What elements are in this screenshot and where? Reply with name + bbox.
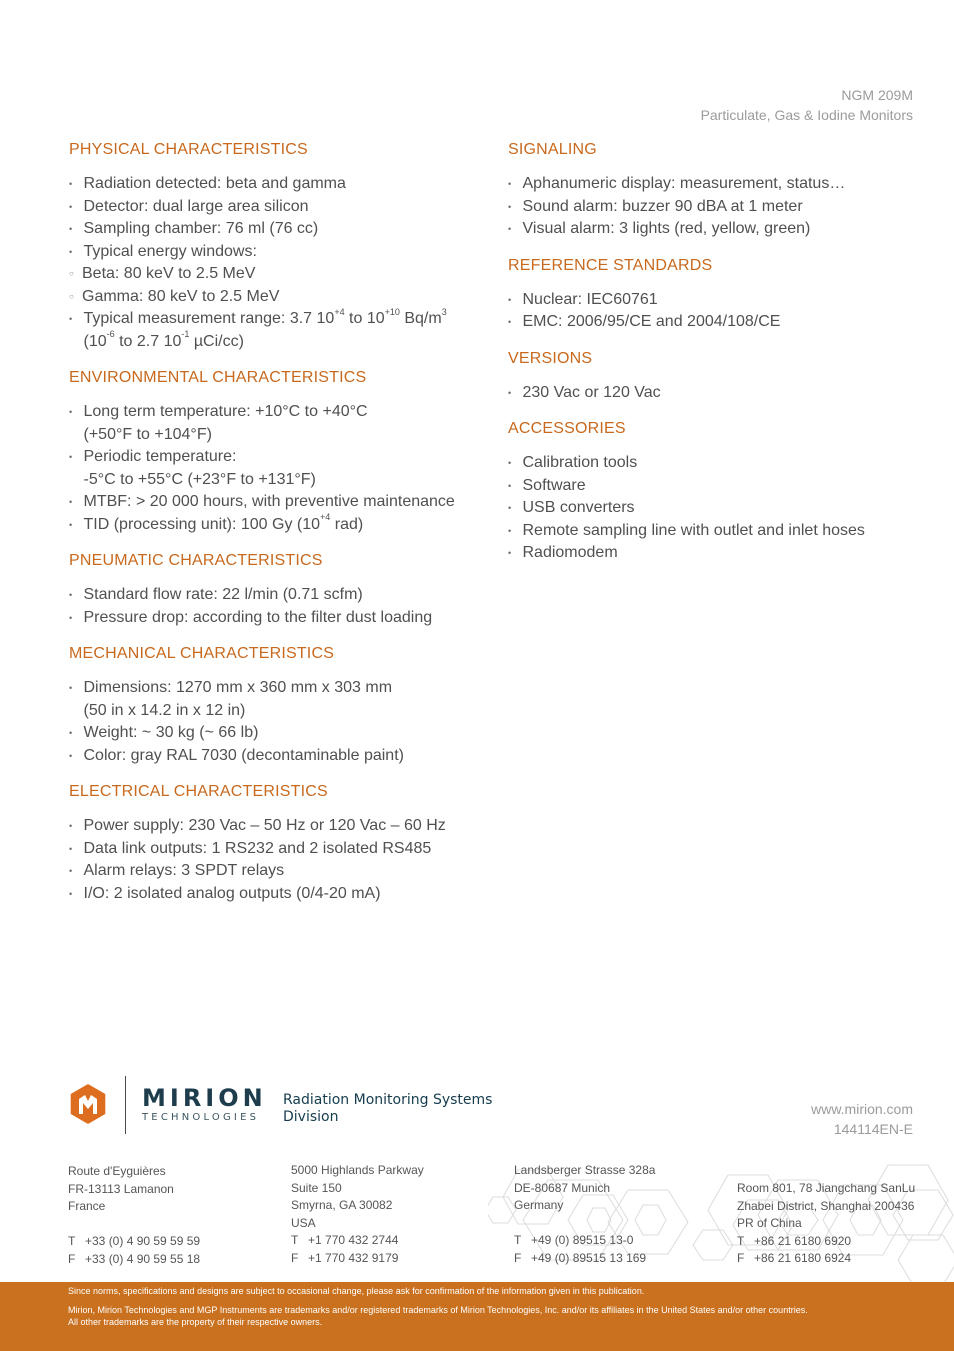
left-column [69, 140, 489, 920]
section-title: PHYSICAL CHARACTERISTICS [69, 141, 308, 158]
address-france: Route d'Eyguières FR-13113 Lamanon France T +33 (0) 4 90 59 59 59 F +33 (0) 4 90 59 55 18 [68, 1163, 200, 1268]
list-item: • Dimensions: 1270 mm x 360 mm x 303 mm (50 in x 14.2 in x 12 in) [69, 679, 393, 719]
phone-number: T +86 21 6180 6920 [737, 1233, 852, 1248]
list-item: • Visual alarm: 3 lights (red, yellow, green) [508, 218, 928, 241]
list-item: • Standard flow rate: 22 l/min (0.71 scfm) [69, 584, 489, 607]
fax-number: F +86 21 6180 6924 [737, 1251, 852, 1266]
bullet-icon: • [508, 387, 512, 398]
list-item: • Typical energy windows: [69, 241, 489, 264]
spec-list [69, 584, 489, 629]
spec-list [69, 677, 489, 767]
logo-wordmark: MIRION [142, 1084, 267, 1112]
list-item: • Radiation detected: beta and gamma [69, 173, 489, 196]
bullet-icon: • [508, 201, 512, 212]
spec-list [508, 289, 928, 334]
list-item: • Power supply: 230 Vac – 50 Hz or 120 Vac – 60 Hz [69, 815, 489, 838]
spec-list [508, 452, 928, 565]
list-item: • Radiomodem [508, 542, 928, 565]
list-item: • Nuclear: IEC60761 [508, 289, 928, 312]
bullet-icon: • [69, 750, 73, 761]
list-item: • Data link outputs: 1 RS232 and 2 isolated RS485 [69, 838, 489, 861]
list-item: • Typical measurement range: 3.7 $10^{+4}$ to $10^{+10}$ $Bq/m^3$ ($10^{-6}$ to 2.7 $10^{-1}$ µCi/cc) [69, 306, 447, 350]
list-item: • Long term temperature: +10°C to +40°C (+50°F to +104°F) [69, 403, 368, 443]
section-versions [508, 349, 928, 405]
bullet-icon: • [69, 224, 73, 234]
address-china: Room 801, 78 Jiangchang SanLu Zhabei District, Shanghai 200436 PR of China T +86 21 6180 6920 F +86 21 6180 6924 [737, 1180, 915, 1268]
bullet-icon: • [69, 821, 73, 831]
list-item: • Detector: dual large area silicon [69, 196, 489, 219]
bullet-icon: • [508, 548, 512, 558]
bullet-icon: • [69, 519, 73, 530]
bullet-icon: • [69, 843, 73, 854]
bullet-icon: • [69, 452, 73, 462]
trademark-text: All other trademarks are the property of their respective owners. [68, 1317, 323, 1327]
disclaimer-text: Since norms, specifications and designs are subject to occasional change, please ask for confirmation of the information given in this publication. [68, 1286, 645, 1296]
section-title: ELECTRICAL CHARACTERISTICS [69, 783, 328, 800]
section-title: SIGNALING [508, 141, 597, 158]
document-header [701, 86, 913, 125]
bullet-icon: • [508, 317, 512, 327]
logo-divider [125, 1076, 126, 1134]
list-item: • EMC: 2006/95/CE and 2004/108/CE [508, 311, 928, 334]
mirion-logo-icon [68, 1084, 108, 1124]
list-item: • Color: gray RAL 7030 (decontaminable paint) [69, 745, 489, 768]
list-item: • Pressure drop: according to the filter dust loading [69, 607, 489, 630]
fax-number: F +33 (0) 4 90 59 55 18 [68, 1251, 201, 1266]
list-item: • 230 Vac or 120 Vac [508, 382, 928, 405]
spec-list [69, 815, 489, 905]
section-signaling [508, 140, 928, 241]
list-item: • Weight: ~ 30 kg (~ 66 lb) [69, 722, 489, 745]
list-item: • Software [508, 475, 928, 498]
bullet-icon: • [69, 179, 73, 189]
section-reference-standards [508, 256, 928, 334]
bullet-icon: • [508, 224, 512, 234]
section-pneumatic [69, 551, 489, 629]
section-title: REFERENCE STANDARDS [508, 256, 713, 274]
spec-list [69, 401, 489, 536]
web-info [811, 1100, 913, 1139]
division-name: Radiation Monitoring Systems Division [283, 1092, 493, 1125]
fax-number: F +49 (0) 89515 13 169 [514, 1250, 647, 1265]
trademark-text: Mirion, Mirion Technologies and MGP Instruments are trademarks and/or registered trademarks of Mirion Technologies, Inc. and/or its affiliates in the United States and/or other countries. [68, 1304, 808, 1315]
circle-bullet-icon: ○ [69, 269, 74, 278]
bullet-icon: • [508, 480, 512, 491]
section-accessories [508, 419, 928, 565]
disclaimer [68, 1285, 928, 1329]
list-item: • Alarm relays: 3 SPDT relays [69, 860, 489, 883]
bullet-icon: • [508, 294, 512, 305]
bullet-icon: • [69, 683, 73, 693]
bullet-icon: • [69, 497, 73, 507]
fax-number: F +1 770 432 9179 [291, 1250, 399, 1265]
list-item: • USB converters [508, 497, 928, 520]
bullet-icon: • [508, 503, 512, 513]
list-item: • Calibration tools [508, 452, 928, 475]
bullet-icon: • [69, 407, 73, 417]
section-title: MECHANICAL CHARACTERISTICS [69, 645, 335, 662]
phone-number: T +1 770 432 2744 [291, 1233, 399, 1248]
bullet-icon: • [69, 728, 73, 738]
bullet-icon: • [69, 590, 73, 600]
section-title: PNEUMATIC CHARACTERISTICS [69, 552, 323, 569]
sub-list-item: ○ Gamma: 80 keV to 2.5 MeV [69, 286, 489, 309]
product-subtitle: Particulate, Gas & Iodine Monitors [700, 106, 913, 123]
bullet-icon: • [69, 888, 73, 899]
spec-list [508, 382, 928, 405]
section-electrical [69, 782, 489, 905]
bullet-icon: • [69, 314, 73, 324]
list-item: • I/O: 2 isolated analog outputs (0/4-20 mA) [69, 883, 489, 906]
bullet-icon: • [69, 866, 73, 876]
section-environmental [69, 368, 489, 536]
phone-number: T +33 (0) 4 90 59 59 59 [68, 1234, 201, 1249]
section-title: ACCESSORIES [508, 420, 626, 437]
list-item: • Sampling chamber: 76 ml (76 cc) [69, 218, 489, 241]
section-title: ENVIRONMENTAL CHARACTERISTICS [69, 369, 367, 386]
document-reference: 144114EN-E [833, 1120, 913, 1137]
address-usa: 5000 Highlands Parkway Suite 150 Smyrna, GA 30082 USA T +1 770 432 2744 F +1 770 432 9179 [291, 1162, 424, 1268]
section-mechanical [69, 644, 489, 767]
phone-number: T +49 (0) 89515 13-0 [514, 1233, 634, 1248]
bullet-icon: • [508, 525, 512, 536]
bullet-icon: • [69, 201, 73, 212]
bullet-icon: • [69, 246, 73, 257]
bullet-icon: • [508, 179, 512, 189]
list-item: • MTBF: > 20 000 hours, with preventive maintenance [69, 491, 489, 514]
logo-subtitle: TECHNOLOGIES [142, 1112, 260, 1123]
list-item: • Aphanumeric display: measurement, status… [508, 173, 928, 196]
list-item: • Periodic temperature: -5°C to +55°C (+23°F to +131°F) [69, 448, 316, 488]
circle-bullet-icon: ○ [69, 291, 74, 301]
sub-list-item: ○ Beta: 80 keV to 2.5 MeV [69, 263, 489, 286]
product-name: NGM 209M [841, 87, 913, 103]
website-link[interactable]: www.mirion.com [811, 1101, 913, 1117]
list-item: • Remote sampling line with outlet and inlet hoses [508, 520, 928, 543]
spec-list [508, 173, 928, 241]
bullet-icon: • [508, 458, 512, 468]
section-physical [69, 140, 489, 353]
list-item: • Sound alarm: buzzer 90 dBA at 1 meter [508, 196, 928, 219]
spec-list [69, 173, 489, 353]
address-germany: Landsberger Strasse 328a DE-80687 Munich Germany T +49 (0) 89515 13-0 F +49 (0) 89515 13 169 [514, 1162, 655, 1267]
list-item: • TID (processing unit): 100 Gy ($10^{+4}$ rad) [69, 514, 489, 537]
right-column [508, 140, 928, 580]
section-title: VERSIONS [508, 349, 593, 367]
bullet-icon: • [69, 612, 73, 623]
